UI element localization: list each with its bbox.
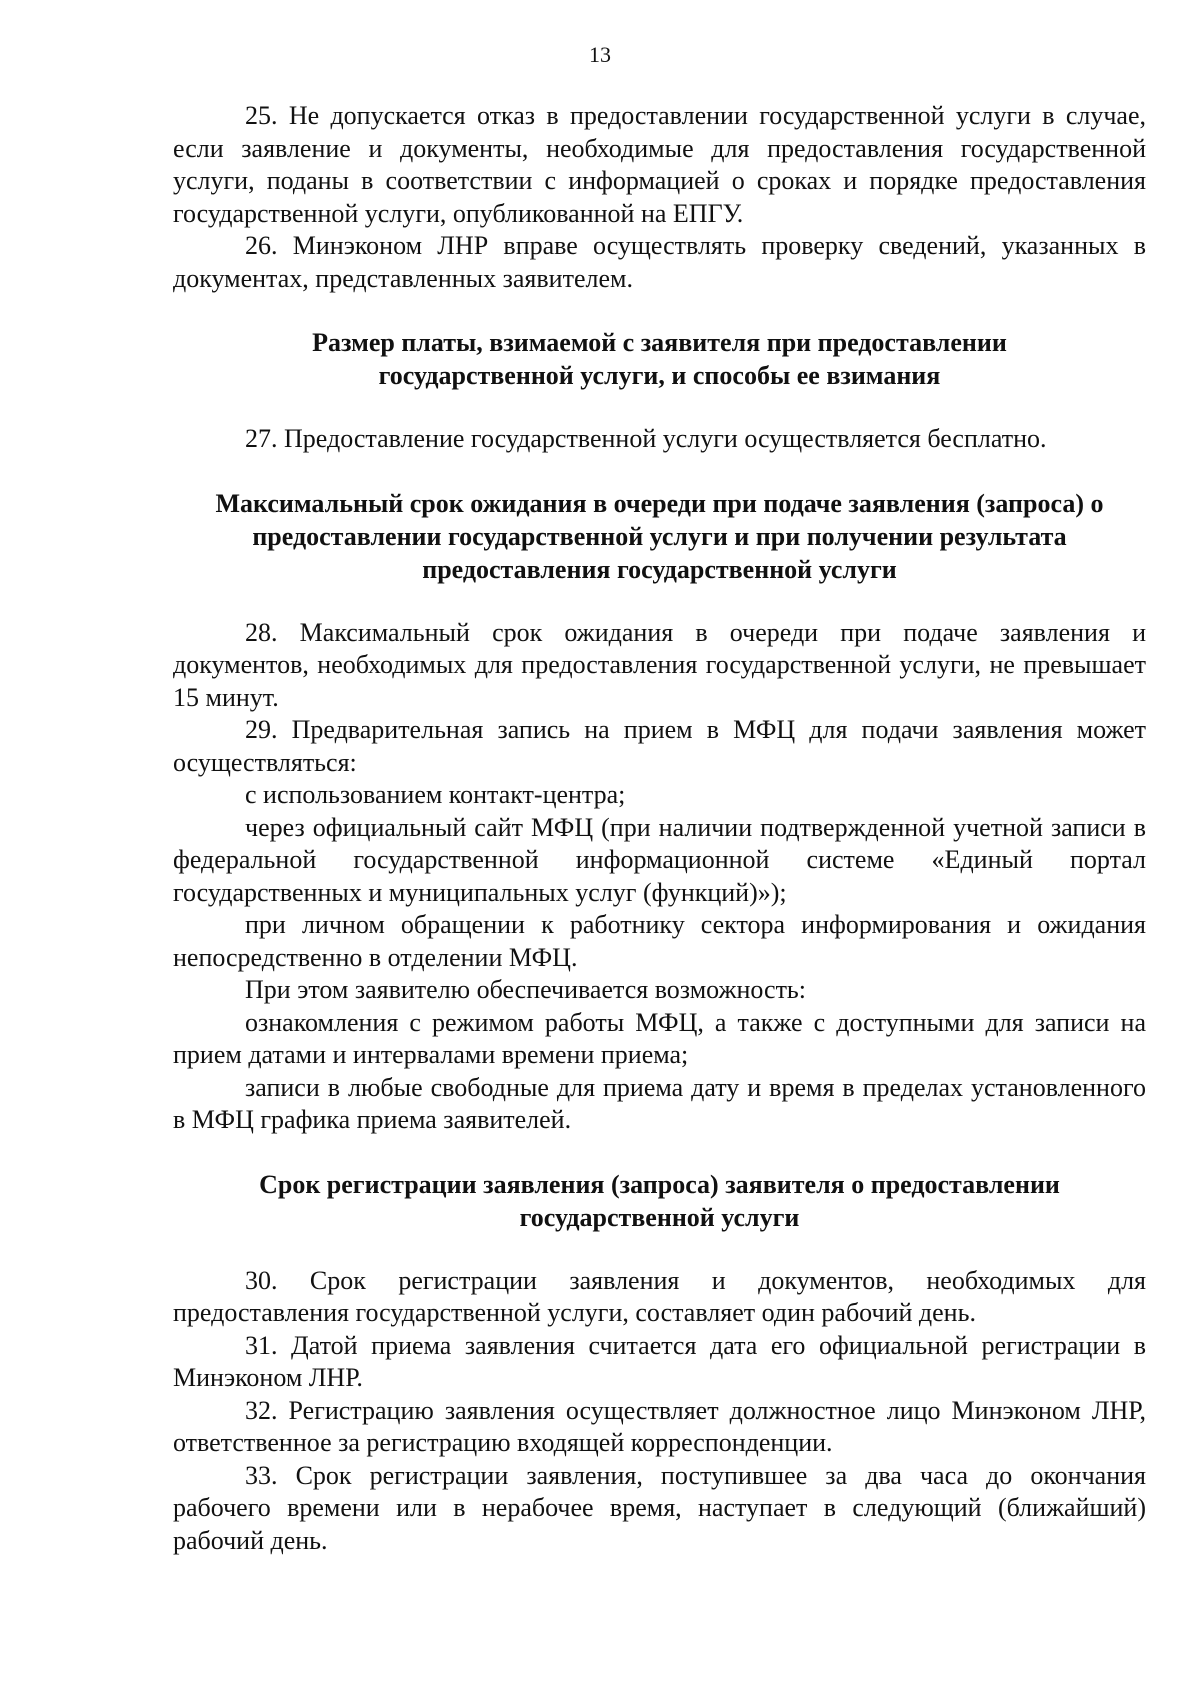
paragraph: 33. Срок регистрации заявления, поступившее за два часа до окончания рабочего времени или в нерабочее время, наступает в следующий (ближайший) рабочий день.: [173, 1460, 1146, 1555]
document-body: [173, 100, 1146, 1557]
paragraph: 29. Предварительная запись на прием в МФЦ для подачи заявления может осуществляться:: [173, 715, 1146, 777]
section-heading: [173, 487, 1146, 586]
spacer: [173, 295, 1146, 326]
paragraph: через официальный сайт МФЦ (при наличии подтвержденной учетной записи в федеральной государственной информационной системе «Единый портал государственных и муниципальных услуг (функций)»);: [173, 812, 1146, 907]
paragraph: 27. Предоставление государственной услуги осуществляется бесплатно.: [245, 424, 1047, 453]
paragraph: 26. Минэконом ЛНР вправе осуществлять проверку сведений, указанных в документах, представленных заявителем.: [173, 231, 1146, 293]
heading-line: Максимальный срок ожидания в очереди при подаче заявления (запроса) о: [215, 488, 1104, 518]
paragraph: записи в любые свободные для приема дату и время в пределах установленного в МФЦ графика приема заявителей.: [173, 1072, 1146, 1134]
section-heading: [173, 1168, 1146, 1234]
paragraph: ознакомления с режимом работы МФЦ, а также с доступными для записи на прием датами и интервалами времени приема;: [173, 1007, 1146, 1069]
spacer: [173, 456, 1146, 487]
spacer: [173, 1137, 1146, 1168]
heading-line: предоставления государственной услуги: [422, 554, 897, 584]
paragraph: 32. Регистрацию заявления осуществляет должностное лицо Минэконом ЛНР, ответственное за регистрацию входящей корреспонденции.: [173, 1395, 1146, 1457]
paragraph: 25. Не допускается отказ в предоставлении государственной услуги в случае, если заявление и документы, необходимые для предоставления государственной услуги, поданы в соответствии с информацией о сроках и порядке предоставления государственной услуги, опубликованной на ЕПГУ.: [173, 101, 1146, 228]
paragraph: 30. Срок регистрации заявления и документов, необходимых для предоставления государственной услуги, составляет один рабочий день.: [173, 1265, 1146, 1327]
spacer: [173, 392, 1146, 423]
spacer: [173, 586, 1146, 617]
heading-line: государственной услуги, и способы ее взимания: [378, 361, 941, 390]
paragraph: с использованием контакт-центра;: [245, 780, 626, 809]
heading-line: Срок регистрации заявления (запроса) заявителя о предоставлении: [259, 1169, 1060, 1199]
page-number: 13: [589, 42, 611, 67]
paragraph: 28. Максимальный срок ожидания в очереди при подаче заявления и документов, необходимых для предоставления государственной услуги, не превышает 15 минут.: [173, 617, 1146, 712]
paragraph: 31. Датой приема заявления считается дата его официальной регистрации в Минэконом ЛНР.: [173, 1330, 1146, 1392]
heading-line: Размер платы, взимаемой с заявителя при предоставлении: [312, 328, 1007, 357]
paragraph: при личном обращении к работнику сектора информирования и ожидания непосредственно в отделении МФЦ.: [173, 910, 1146, 972]
heading-line: предоставлении государственной услуги и при получении результата: [252, 521, 1067, 551]
spacer: [173, 1234, 1146, 1265]
paragraph: При этом заявителю обеспечивается возможность:: [245, 975, 807, 1004]
section-heading: [173, 326, 1146, 392]
heading-line: государственной услуги: [519, 1202, 800, 1232]
